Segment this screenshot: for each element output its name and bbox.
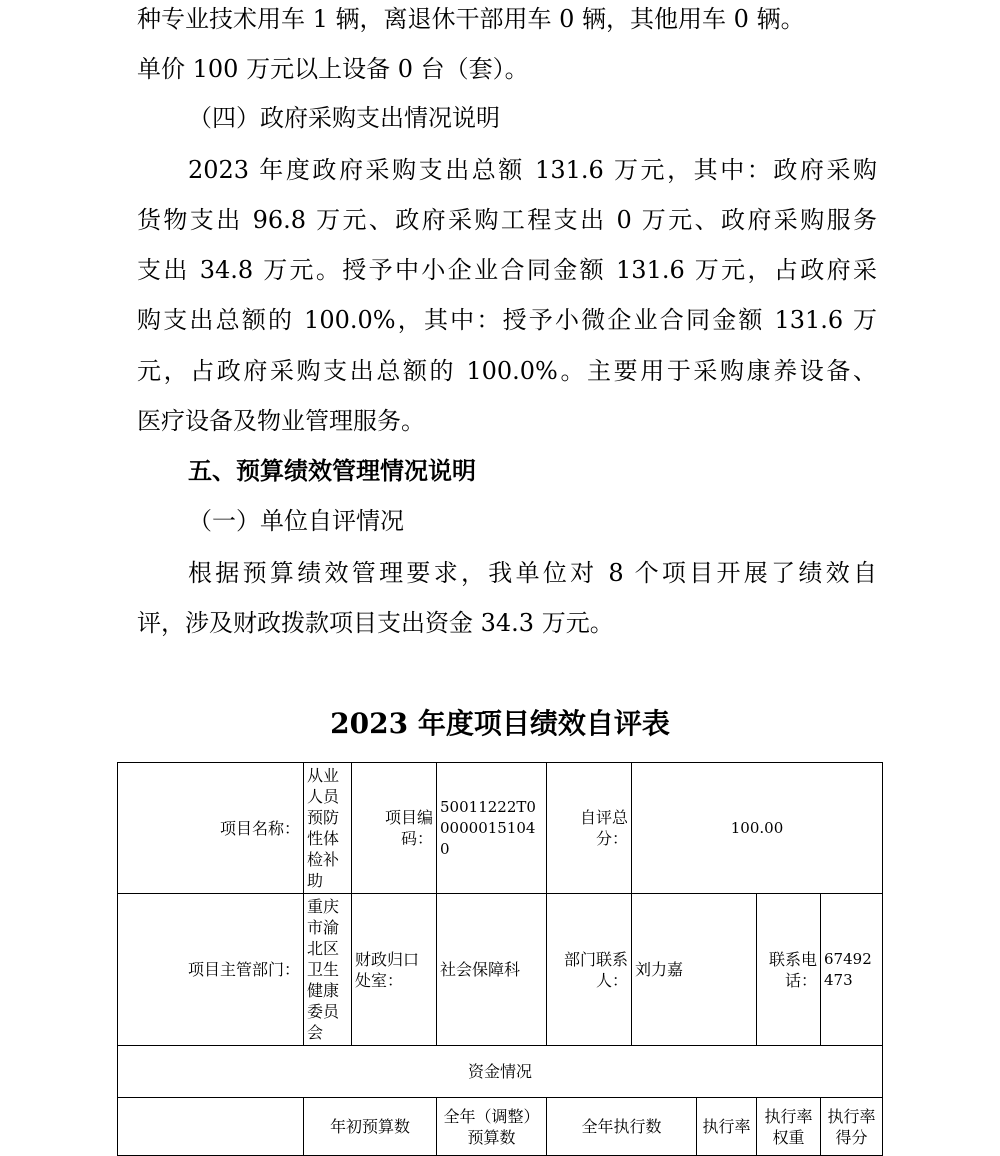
self-score-value: 100.00 xyxy=(632,763,883,894)
self-score-label: 自评总分： xyxy=(547,763,632,894)
dept-label: 项目主管部门： xyxy=(118,894,304,1046)
project-name-value: 从业人员预防性体检补助 xyxy=(304,763,352,894)
chapter-heading: 五、预算绩效管理情况说明 xyxy=(188,457,476,485)
paragraph-line: 根据预算绩效管理要求，我单位对 8 个项目开展了绩效自 xyxy=(188,559,877,587)
table-row xyxy=(118,1098,883,1156)
paragraph-line: 种专业技术用车 1 辆，离退休干部用车 0 辆，其他用车 0 辆。 xyxy=(137,5,805,33)
paragraph-line: 2023 年度政府采购支出总额 131.6 万元，其中：政府采购 xyxy=(188,156,877,184)
table-row xyxy=(118,763,883,894)
paragraph-line: 医疗设备及物业管理服务。 xyxy=(137,407,425,435)
section-heading: （四）政府采购支出情况说明 xyxy=(188,104,500,132)
paragraph-line: 单价 100 万元以上设备 0 台（套）。 xyxy=(137,55,529,83)
project-code-label: 项目编码： xyxy=(352,763,437,894)
project-name-label: 项目名称： xyxy=(118,763,304,894)
contact-value: 刘力嘉 xyxy=(632,894,757,1046)
funds-col-executed: 全年执行数 xyxy=(547,1098,697,1156)
paragraph-line: 购支出总额的 100.0%，其中：授予小微企业合同金额 131.6 万 xyxy=(137,306,877,334)
section-heading: （一）单位自评情况 xyxy=(188,507,404,535)
paragraph-line: 货物支出 96.8 万元、政府采购工程支出 0 万元、政府采购服务 xyxy=(137,206,877,234)
phone-label: 联系电话： xyxy=(757,894,821,1046)
funds-col-adjusted-budget: 全年（调整）预算数 xyxy=(437,1098,547,1156)
paragraph-line: 元，占政府采购支出总额的 100.0%。主要用于采购康养设备、 xyxy=(137,357,877,385)
paragraph-line: 评，涉及财政拨款项目支出资金 34.3 万元。 xyxy=(137,609,614,637)
empty-cell xyxy=(118,1098,304,1156)
dept-value: 重庆市渝北区卫生健康委员会 xyxy=(304,894,352,1046)
finance-office-label: 财政归口处室： xyxy=(352,894,437,1046)
phone-value: 67492473 xyxy=(821,894,883,1046)
funds-col-rate-score: 执行率得分 xyxy=(821,1098,883,1156)
contact-label: 部门联系人： xyxy=(547,894,632,1046)
table-row xyxy=(118,894,883,1046)
funds-col-execution-rate: 执行率 xyxy=(697,1098,757,1156)
funds-col-initial-budget: 年初预算数 xyxy=(304,1098,437,1156)
project-code-value: 50011222T000000151040 xyxy=(437,763,547,894)
performance-evaluation-table xyxy=(117,762,883,1156)
paragraph-line: 支出 34.8 万元。授予中小企业合同金额 131.6 万元，占政府采 xyxy=(137,256,877,284)
table-row xyxy=(118,1046,883,1098)
funds-header: 资金情况 xyxy=(118,1046,883,1098)
finance-office-value: 社会保障科 xyxy=(437,894,547,1046)
funds-col-rate-weight: 执行率权重 xyxy=(757,1098,821,1156)
table-title: 2023 年度项目绩效自评表 xyxy=(330,707,670,740)
